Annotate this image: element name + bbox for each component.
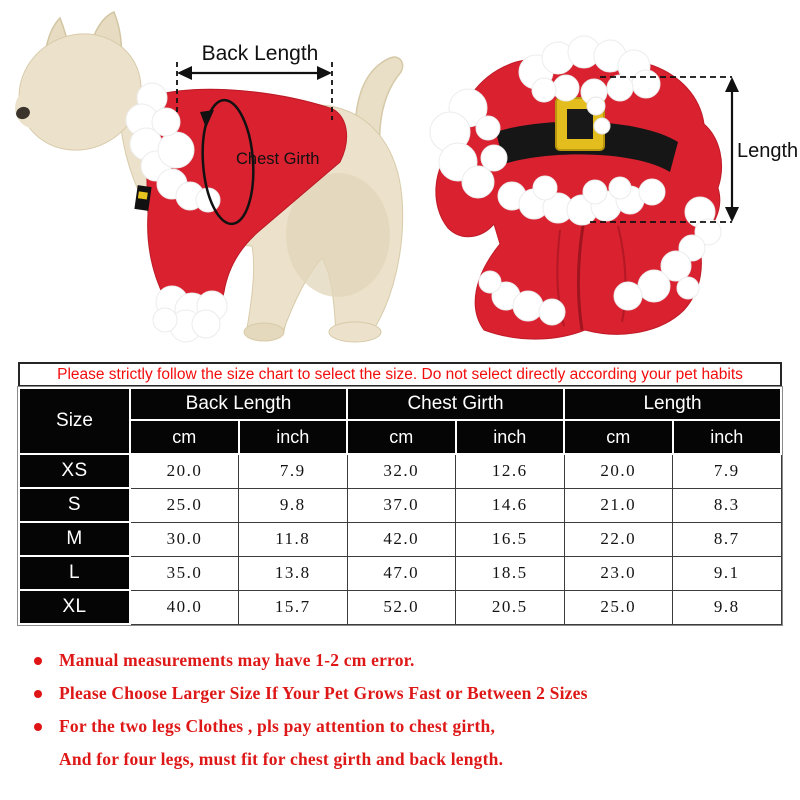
table-row — [19, 556, 781, 590]
unit-header: cm — [564, 420, 673, 454]
size-value-cell: 22.0 — [564, 522, 673, 556]
size-value-cell: 32.0 — [347, 454, 456, 488]
table-row — [19, 454, 781, 488]
size-value-cell: 37.0 — [347, 488, 456, 522]
size-row-label: S — [19, 488, 130, 522]
size-value-cell: 9.8 — [673, 590, 782, 624]
size-value-cell: 25.0 — [130, 488, 239, 522]
table-row — [19, 522, 781, 556]
note-item — [34, 710, 774, 743]
size-value-cell: 8.7 — [673, 522, 782, 556]
size-value-cell: 9.8 — [239, 488, 348, 522]
size-value-cell: 13.8 — [239, 556, 348, 590]
size-value-cell: 47.0 — [347, 556, 456, 590]
back-length-label: Back Length — [201, 42, 319, 65]
size-value-cell: 20.0 — [130, 454, 239, 488]
size-value-cell: 9.1 — [673, 556, 782, 590]
size-row-label: L — [19, 556, 130, 590]
size-value-cell: 40.0 — [130, 590, 239, 624]
size-value-cell: 20.5 — [456, 590, 565, 624]
bullet-icon — [34, 657, 42, 665]
size-value-cell: 23.0 — [564, 556, 673, 590]
unit-header: inch — [673, 420, 782, 454]
size-value-cell: 20.0 — [564, 454, 673, 488]
product-photos — [0, 0, 800, 352]
unit-header: inch — [239, 420, 348, 454]
size-value-cell: 7.9 — [239, 454, 348, 488]
note-text: Please Choose Larger Size If Your Pet Grows Fast or Between 2 Sizes — [59, 683, 588, 703]
size-value-cell: 52.0 — [347, 590, 456, 624]
size-row-label: XL — [19, 590, 130, 624]
size-value-cell: 18.5 — [456, 556, 565, 590]
size-row-label: XS — [19, 454, 130, 488]
bullet-icon — [34, 723, 42, 731]
length-label: Length — [737, 140, 799, 162]
col-header-chest-girth: Chest Girth — [347, 388, 564, 420]
size-value-cell: 15.7 — [239, 590, 348, 624]
size-value-cell: 7.9 — [673, 454, 782, 488]
note-item — [34, 677, 774, 710]
note-text: Manual measurements may have 1-2 cm error. — [59, 650, 415, 670]
table-row — [19, 590, 781, 624]
size-column-header: Size — [19, 388, 130, 454]
size-value-cell: 11.8 — [239, 522, 348, 556]
unit-header: cm — [130, 420, 239, 454]
size-value-cell: 30.0 — [130, 522, 239, 556]
size-value-cell: 25.0 — [564, 590, 673, 624]
note-text: And for four legs, must fit for chest girth and back length. — [59, 749, 504, 769]
table-row — [19, 488, 781, 522]
size-warning-banner: Please strictly follow the size chart to select the size. Do not select directly according your pet habits — [18, 362, 782, 387]
note-text: For the two legs Clothes , pls pay attention to chest girth, — [59, 716, 496, 736]
size-value-cell: 12.6 — [456, 454, 565, 488]
unit-header: inch — [456, 420, 565, 454]
chest-girth-label: Chest Girth — [236, 150, 320, 168]
size-value-cell: 16.5 — [456, 522, 565, 556]
size-value-cell: 21.0 — [564, 488, 673, 522]
col-header-back-length: Back Length — [130, 388, 347, 420]
notes-list — [34, 644, 774, 776]
product-photo-illustration — [0, 0, 800, 352]
unit-header: cm — [347, 420, 456, 454]
size-chart-table — [18, 387, 782, 625]
size-value-cell: 42.0 — [347, 522, 456, 556]
bullet-icon — [34, 690, 42, 698]
size-value-cell: 8.3 — [673, 488, 782, 522]
size-value-cell: 35.0 — [130, 556, 239, 590]
col-header-length: Length — [564, 388, 781, 420]
size-row-label: M — [19, 522, 130, 556]
note-item — [34, 644, 774, 677]
size-value-cell: 14.6 — [456, 488, 565, 522]
note-item — [34, 743, 774, 776]
santa-suit-front-photo — [430, 36, 722, 339]
